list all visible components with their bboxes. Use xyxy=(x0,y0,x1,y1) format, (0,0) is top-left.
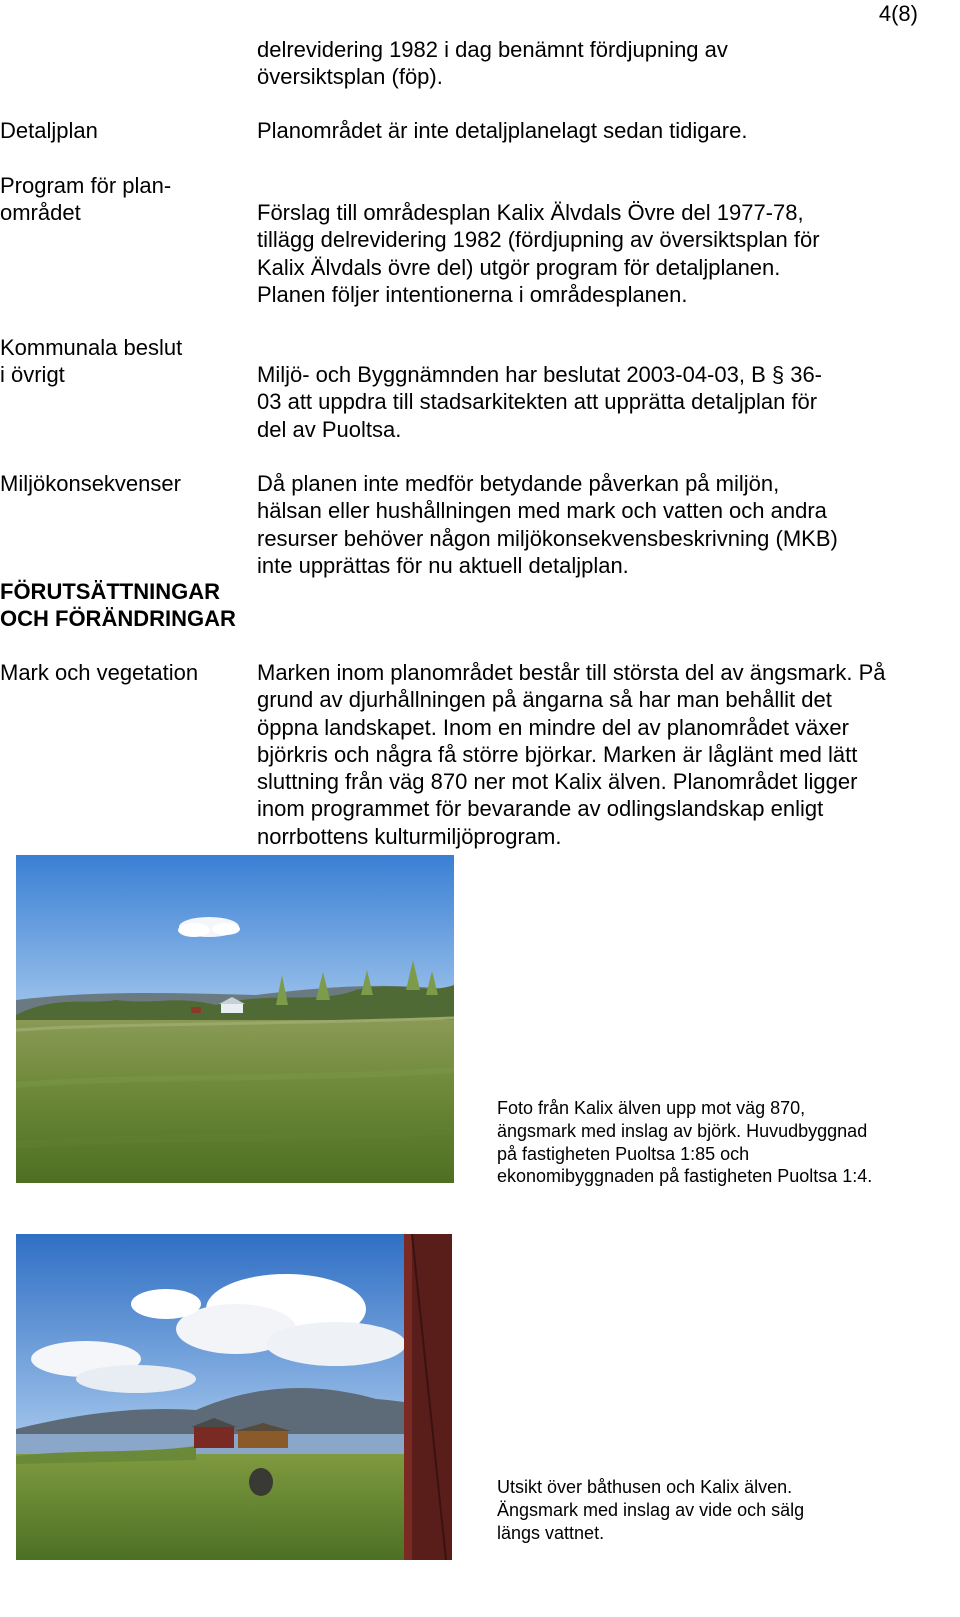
text-line: del av Puoltsa. xyxy=(257,416,402,442)
label-mark-och-vegetation xyxy=(0,659,250,686)
caption-line: på fastigheten Puoltsa 1:85 och xyxy=(497,1143,750,1164)
text-line: inte upprättas för nu aktuell detaljplan. xyxy=(257,552,629,578)
label-kommunala-beslut xyxy=(0,334,250,389)
text-line: översiktsplan (föp). xyxy=(257,64,443,90)
label-line: Mark och vegetation xyxy=(0,660,199,685)
text-line: sluttning från väg 870 ner mot Kalix älven. Planområdet ligger xyxy=(257,769,858,795)
text-line: delrevidering 1982 i dag benämnt fördjupning av xyxy=(257,37,728,62)
photo-caption xyxy=(497,1476,947,1544)
label-line: Miljökonsekvenser xyxy=(0,471,181,496)
label-program xyxy=(0,172,250,227)
caption-line: Ängsmark med inslag av vide och sälg xyxy=(497,1499,805,1520)
photo-boathouses xyxy=(16,1234,452,1560)
text-line: Planen följer intentionerna i områdesplanen. xyxy=(257,281,688,307)
label-detaljplan xyxy=(0,117,250,144)
text-line: Kalix Älvdals övre del) utgör program för detaljplanen. xyxy=(257,254,781,280)
label-line: Program för plan- xyxy=(0,173,172,198)
text-line: 03 att uppdra till stadsarkitekten att upprätta detaljplan för xyxy=(257,389,818,415)
text-line: Miljö- och Byggnämnden har beslutat 2003-04-03, B § 36- xyxy=(257,362,823,387)
text-line: tillägg delrevidering 1982 (fördjupning av översiktsplan för xyxy=(257,227,820,253)
body-program xyxy=(257,199,957,308)
text-line: Förslag till områdesplan Kalix Älvdals Övre del 1977-78, xyxy=(257,200,804,225)
text-line: björkris och några få större björkar. Marken är låglänt med lätt xyxy=(257,741,858,767)
photo-caption xyxy=(497,1097,947,1188)
text-line: resurser behöver någon miljökonsekvensbeskrivning (MKB) xyxy=(257,525,838,551)
caption-line: ekonomibyggnaden på fastigheten Puoltsa 1:4. xyxy=(497,1166,873,1187)
text-line: inom programmet för bevarande av odlingslandskap enligt xyxy=(257,796,824,822)
label-line: i övrigt xyxy=(0,362,65,388)
text-line: öppna landskapet. Inom en mindre del av planområdet växer xyxy=(257,714,849,740)
heading-line: FÖRUTSÄTTNINGAR xyxy=(0,579,220,604)
label-line: området xyxy=(0,200,81,226)
caption-line: längs vattnet. xyxy=(497,1522,605,1543)
page-number: 4(8) xyxy=(878,1,918,26)
heading-line: OCH FÖRÄNDRINGAR xyxy=(0,606,236,632)
body-kommunala-beslut xyxy=(257,361,957,443)
label-line: Kommunala beslut xyxy=(0,335,183,360)
section-heading xyxy=(0,578,300,633)
photo-meadow xyxy=(16,855,454,1183)
label-line: Detaljplan xyxy=(0,118,98,143)
body-miljokonsekvenser xyxy=(257,470,957,579)
label-miljokonsekvenser xyxy=(0,470,250,497)
caption-line: Utsikt över båthusen och Kalix älven. xyxy=(497,1477,793,1497)
caption-line: Foto från Kalix älven upp mot väg 870, xyxy=(497,1098,806,1118)
body-detaljplan xyxy=(257,117,957,144)
intro-paragraph xyxy=(257,36,957,91)
body-mark-och-vegetation xyxy=(257,659,957,850)
text-line: Marken inom planområdet består till största del av ängsmark. På xyxy=(257,660,886,685)
text-line: hälsan eller hushållningen med mark och vatten och andra xyxy=(257,498,827,524)
caption-line: ängsmark med inslag av björk. Huvudbyggnad xyxy=(497,1120,868,1141)
text-line: norrbottens kulturmiljöprogram. xyxy=(257,823,562,849)
text-line: Då planen inte medför betydande påverkan på miljön, xyxy=(257,471,780,496)
text-line: grund av djurhållningen på ängarna så har man behållit det xyxy=(257,687,832,713)
text-line: Planområdet är inte detaljplanelagt sedan tidigare. xyxy=(257,118,748,143)
